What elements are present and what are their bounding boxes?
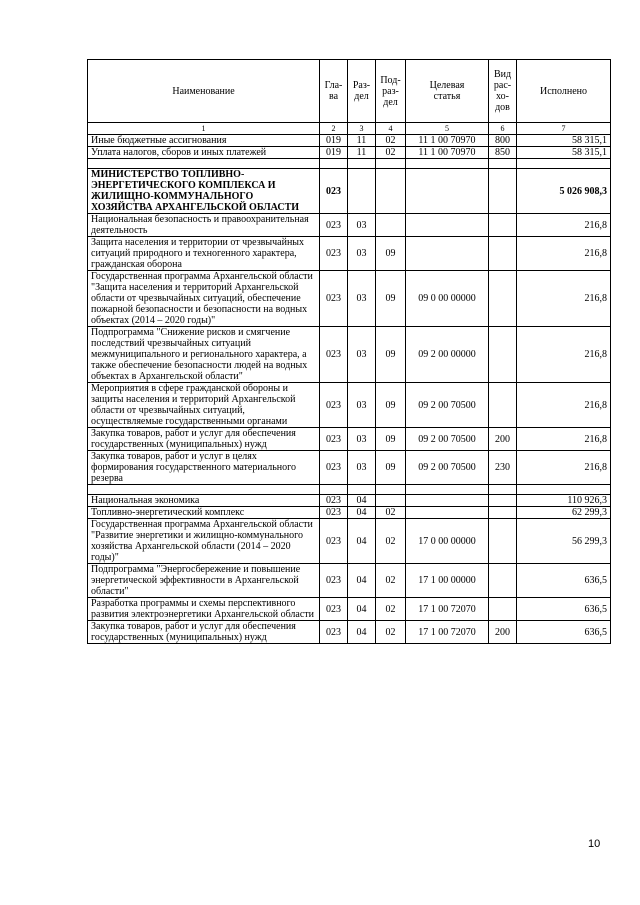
cell-target [406,485,489,495]
cell-glava: 023 [320,237,348,271]
cell-vid [489,519,517,564]
cell-glava: 023 [320,428,348,451]
cell-name: Национальная безопасность и правоохранительная деятельность [88,214,320,237]
table-row [88,621,611,644]
cell-amount: 110 926,3 [517,495,611,507]
cell-vid [489,485,517,495]
cell-podrazdel: 02 [376,564,406,598]
cell-podrazdel: 02 [376,135,406,147]
cell-razdel [348,169,376,214]
cell-podrazdel [376,495,406,507]
cell-amount [517,159,611,169]
cell-razdel: 11 [348,147,376,159]
cell-amount: 62 299,3 [517,507,611,519]
table-row [88,428,611,451]
cell-target: 11 1 00 70970 [406,147,489,159]
cell-name: Мероприятия в сфере гражданской обороны и защиты населения и территорий Архангельской области от чрезвычайных ситуаций, осуществляемые государственными органами [88,383,320,428]
cell-target [406,159,489,169]
cell-name: Закупка товаров, работ и услуг для обеспечения государственных (муниципальных) нужд [88,621,320,644]
cell-razdel: 03 [348,271,376,327]
cell-amount [517,485,611,495]
cell-target [406,507,489,519]
cell-target [406,495,489,507]
table-row [88,485,611,495]
cell-vid [489,271,517,327]
header-name: Наименование [88,60,320,123]
table-row [88,271,611,327]
cell-amount: 56 299,3 [517,519,611,564]
column-number: 6 [489,123,517,135]
cell-razdel: 11 [348,135,376,147]
cell-vid [489,507,517,519]
cell-glava: 023 [320,495,348,507]
cell-target [406,214,489,237]
cell-target: 09 0 00 00000 [406,271,489,327]
cell-name [88,159,320,169]
cell-razdel: 03 [348,327,376,383]
cell-podrazdel [376,169,406,214]
cell-podrazdel: 09 [376,327,406,383]
cell-amount: 216,8 [517,383,611,428]
header-vid: Вид рас- хо- дов [489,60,517,123]
cell-glava: 023 [320,271,348,327]
cell-amount: 5 026 908,3 [517,169,611,214]
header-podrazdel: Под- раз- дел [376,60,406,123]
cell-razdel: 03 [348,428,376,451]
cell-vid [489,598,517,621]
cell-target: 09 2 00 70500 [406,428,489,451]
column-number: 1 [88,123,320,135]
cell-glava: 023 [320,169,348,214]
table-row [88,495,611,507]
cell-target: 09 2 00 00000 [406,327,489,383]
table-row [88,159,611,169]
cell-razdel: 04 [348,507,376,519]
cell-vid: 200 [489,428,517,451]
cell-target: 17 1 00 00000 [406,564,489,598]
cell-podrazdel: 02 [376,147,406,159]
cell-glava: 023 [320,327,348,383]
table-row [88,507,611,519]
cell-vid [489,495,517,507]
column-number: 2 [320,123,348,135]
cell-target: 17 1 00 72070 [406,598,489,621]
cell-glava: 023 [320,451,348,485]
table-row [88,214,611,237]
cell-name: Государственная программа Архангельской области "Развитие энергетики и жилищно-коммунального хозяйства Архангельской области (2014 – 2020 годы)" [88,519,320,564]
cell-vid [489,214,517,237]
cell-glava: 023 [320,507,348,519]
cell-podrazdel [376,214,406,237]
cell-podrazdel: 02 [376,507,406,519]
budget-table [87,59,611,644]
cell-podrazdel: 02 [376,519,406,564]
table-row [88,135,611,147]
table-row [88,564,611,598]
table-row [88,598,611,621]
cell-podrazdel: 02 [376,598,406,621]
cell-name: Подпрограмма "Энергосбережение и повышение энергетической эффективности в Архангельской области" [88,564,320,598]
cell-target: 09 2 00 70500 [406,451,489,485]
cell-razdel: 03 [348,383,376,428]
cell-glava: 019 [320,147,348,159]
cell-target [406,169,489,214]
cell-name: Закупка товаров, работ и услуг в целях формирования государственного материального резерва [88,451,320,485]
cell-amount: 58 315,1 [517,147,611,159]
cell-glava: 023 [320,564,348,598]
table-row [88,237,611,271]
cell-amount: 58 315,1 [517,135,611,147]
cell-name: Иные бюджетные ассигнования [88,135,320,147]
cell-name: Национальная экономика [88,495,320,507]
cell-podrazdel: 02 [376,621,406,644]
cell-name: Подпрограмма "Снижение рисков и смягчение последствий чрезвычайных ситуаций межмуниципального и регионального характера, а также обеспечение безопасности людей на водных объектах в Архангельской области" [88,327,320,383]
cell-target: 17 0 00 00000 [406,519,489,564]
cell-vid: 230 [489,451,517,485]
cell-razdel: 04 [348,495,376,507]
cell-glava: 023 [320,519,348,564]
cell-target: 17 1 00 72070 [406,621,489,644]
cell-razdel: 04 [348,621,376,644]
cell-razdel: 03 [348,237,376,271]
column-number: 3 [348,123,376,135]
cell-razdel: 04 [348,519,376,564]
cell-vid: 200 [489,621,517,644]
cell-vid [489,383,517,428]
cell-glava [320,485,348,495]
cell-vid [489,237,517,271]
cell-podrazdel: 09 [376,428,406,451]
table-row [88,327,611,383]
cell-amount: 636,5 [517,621,611,644]
cell-name: Разработка программы и схемы перспективного развития электроэнергетики Архангельской области [88,598,320,621]
column-number: 5 [406,123,489,135]
header-glava: Гла- ва [320,60,348,123]
cell-target: 11 1 00 70970 [406,135,489,147]
cell-glava: 019 [320,135,348,147]
cell-vid: 850 [489,147,517,159]
page-number: 10 [588,838,601,850]
cell-vid [489,159,517,169]
column-number: 4 [376,123,406,135]
cell-amount: 216,8 [517,451,611,485]
cell-podrazdel: 09 [376,451,406,485]
table-row [88,147,611,159]
cell-name: МИНИСТЕРСТВО ТОПЛИВНО-ЭНЕРГЕТИЧЕСКОГО КОМПЛЕКСА И ЖИЛИЩНО-КОММУНАЛЬНОГО ХОЗЯЙСТВА АРХАНГЕЛЬСКОЙ ОБЛАСТИ [88,169,320,214]
header-target: Целевая статья [406,60,489,123]
header-razdel: Раз- дел [348,60,376,123]
cell-vid [489,327,517,383]
cell-razdel: 04 [348,598,376,621]
header-row [88,60,611,123]
cell-name: Топливно-энергетический комплекс [88,507,320,519]
cell-podrazdel: 09 [376,271,406,327]
cell-podrazdel: 09 [376,383,406,428]
cell-razdel: 03 [348,451,376,485]
cell-name: Защита населения и территории от чрезвычайных ситуаций природного и техногенного характера, гражданская оборона [88,237,320,271]
column-number-row [88,123,611,135]
cell-amount: 216,8 [517,214,611,237]
cell-amount: 216,8 [517,327,611,383]
cell-podrazdel [376,485,406,495]
cell-razdel: 04 [348,564,376,598]
cell-amount: 636,5 [517,564,611,598]
cell-amount: 216,8 [517,428,611,451]
cell-razdel: 03 [348,214,376,237]
cell-amount: 216,8 [517,271,611,327]
table-row [88,383,611,428]
cell-name [88,485,320,495]
header-executed: Исполнено [517,60,611,123]
table-row [88,519,611,564]
cell-glava: 023 [320,621,348,644]
cell-name: Государственная программа Архангельской области "Защита населения и территорий Архангельской области от чрезвычайных ситуаций, обеспечение пожарной безопасности и безопасности на водных объектах (2014 – 2020 годы)" [88,271,320,327]
cell-vid [489,564,517,598]
cell-amount: 216,8 [517,237,611,271]
cell-razdel [348,159,376,169]
table-row [88,169,611,214]
cell-razdel [348,485,376,495]
column-number: 7 [517,123,611,135]
cell-podrazdel: 09 [376,237,406,271]
cell-name: Уплата налогов, сборов и иных платежей [88,147,320,159]
cell-glava: 023 [320,598,348,621]
cell-target [406,237,489,271]
cell-glava: 023 [320,383,348,428]
cell-glava: 023 [320,214,348,237]
cell-name: Закупка товаров, работ и услуг для обеспечения государственных (муниципальных) нужд [88,428,320,451]
cell-vid [489,169,517,214]
cell-target: 09 2 00 70500 [406,383,489,428]
cell-amount: 636,5 [517,598,611,621]
cell-glava [320,159,348,169]
cell-vid: 800 [489,135,517,147]
table-row [88,451,611,485]
cell-podrazdel [376,159,406,169]
